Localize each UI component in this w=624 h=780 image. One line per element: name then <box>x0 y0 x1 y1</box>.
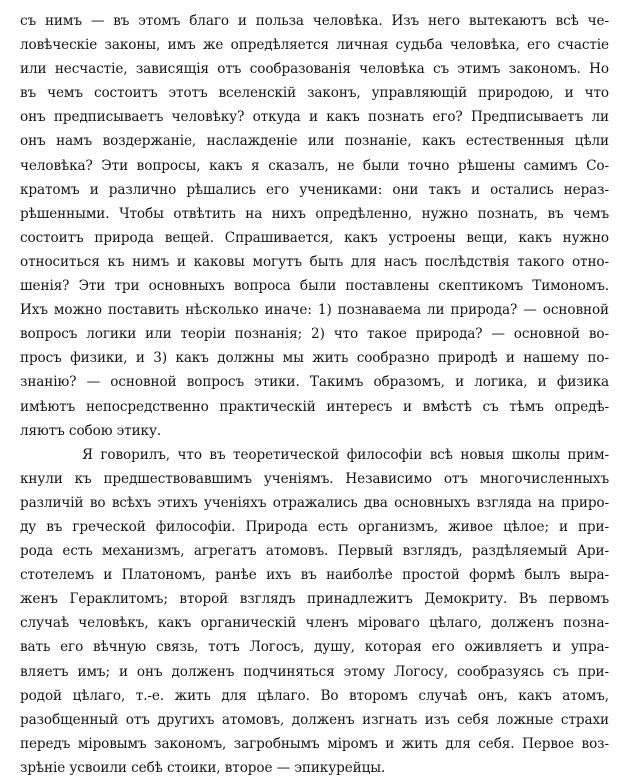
text-line: съ нимъ — въ этомъ благо и польза человѣка. Изъ него вытекаютъ всѣ че- <box>20 13 609 29</box>
text-line: стотелемъ и Платономъ, ранѣе ихъ въ наиболѣе простой формѣ былъ выра- <box>20 567 609 584</box>
text-line: Ихъ можно поставить нѣсколько иначе: 1) познаваема ли природа? — основной <box>20 302 609 319</box>
text-line: случаѣ человѣкъ, какъ органическій членъ міроваго цѣлаго, долженъ позна- <box>20 615 609 632</box>
text-line: онъ предписываетъ человѣку? откуда и какъ познать его? Предписываетъ ли <box>20 109 609 126</box>
text-line: вляетъ имъ; и онъ долженъ подчиняться этому Логосу, сообразуясь съ при- <box>20 663 609 680</box>
text-line: разобщенный отъ другихъ атомовъ, долженъ изгнать изъ себя ложные страхи <box>20 711 609 728</box>
text-line: ляютъ собою этику. <box>20 422 162 439</box>
text-line: ду въ греческой философіи. Природа есть организмъ, живое цѣлое; и при- <box>20 518 609 535</box>
paragraph-1 <box>20 9 609 443</box>
text-line: въ чемъ состоитъ этотъ вселенскій законъ, управляющій природою, и что <box>20 85 609 102</box>
text-line: передъ міровымъ закономъ, загробнымъ міромъ и жить для себя. Первое воз- <box>20 735 609 752</box>
text-line: родой цѣлаго, т.-е. жить для цѣлаго. Во второмъ случаѣ онъ, какъ атомъ, <box>20 687 609 704</box>
text-line: различій во всѣхъ этихъ ученіяхъ отражались два основныхъ взгляда на приро- <box>20 494 609 511</box>
paragraph-2 <box>20 443 609 780</box>
text-line: ловѣческіе законы, имъ же опредѣляется личная судьба человѣка, его счастіе <box>20 37 609 54</box>
text-line: вопросъ логики или теоріи познанія; 2) что такое природа? — основной во- <box>20 326 609 343</box>
text-line: кратомъ и различно рѣшались его учениками: они такъ и остались нераз- <box>20 181 609 198</box>
text-line: имѣютъ непосредственно практическій интересъ и вмѣстѣ съ тѣмъ опредѣ- <box>20 398 609 415</box>
text-line: шенія? Эти три основныхъ вопроса были поставлены скептикомъ Тимономъ. <box>20 278 609 295</box>
text-line: онъ намъ воздержаніе, наслажденіе или познаніе, какъ естественныя цѣли <box>20 133 609 150</box>
text-line: рѣшенными. Чтобы отвѣтить на нихъ опредѣленно, нужно познать, въ чемъ <box>20 205 609 222</box>
text-line: или несчастіе, зависящія отъ сообразованія человѣка съ этимъ закономъ. Но <box>20 61 609 78</box>
text-line: женъ Гераклитомъ; второй взглядъ принадлежитъ Демокриту. Въ первомъ <box>20 591 609 608</box>
text-line: рода есть механизмъ, агрегатъ атомовъ. Первый взглядъ, раздѣляемый Ари- <box>20 543 609 560</box>
text-line: относиться къ нимъ и каковы могутъ быть для насъ послѣдствія такого отно- <box>20 253 609 270</box>
text-line: вать его вѣчную связь, тотъ Логосъ, душу, которая его оживляетъ и упра- <box>20 639 609 656</box>
text-line: просъ физики, и 3) какъ должны мы жить сообразно природѣ и нашему по- <box>20 350 609 367</box>
text-line: зрѣніе усвоили себѣ стоики, второе — эпикурейцы. <box>20 759 386 776</box>
text-line: кнули къ предшествовавшимъ ученіямъ. Независимо отъ многочисленныхъ <box>20 470 609 487</box>
text-line: знанію? — основной вопросъ этики. Такимъ образомъ, и логика, и физика <box>20 374 609 391</box>
text-line: Я говорилъ, что въ теоретической философіи всѣ новыя школы прим- <box>82 446 609 463</box>
text-body <box>20 9 609 780</box>
text-line: состоитъ природа вещей. Спрашивается, какъ устроены вещи, какъ нужно <box>20 229 609 246</box>
text-line: человѣка? Эти вопросы, какъ я сказалъ, не были точно рѣшены самимъ Со- <box>20 157 609 174</box>
